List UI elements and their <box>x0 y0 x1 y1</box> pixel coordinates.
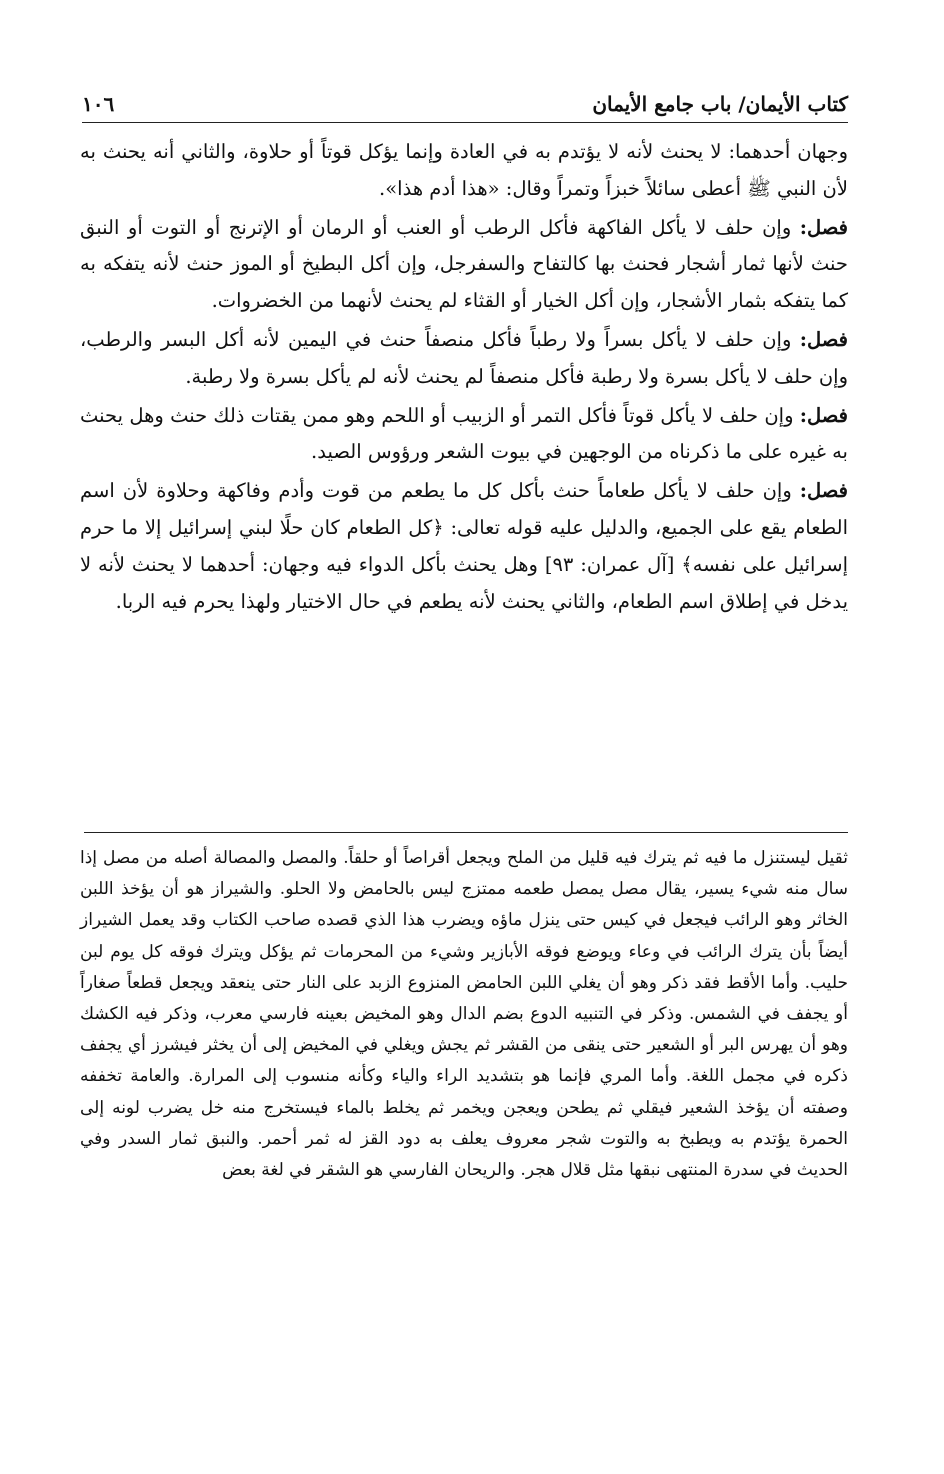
header-rule <box>82 122 848 123</box>
fasl-heading: فصل: <box>799 479 848 503</box>
footnote-text: ثقيل ليستنزل ما فيه ثم يترك فيه قليل من الملح ويجعل أقراصاً أو حلقاً. والمصل والمصالة أصله من مصل إذا سال منه شيء يسير، يقال مصل يمصل طعمه ممتزج ليس بالحامض ولا الحلو. والشيراز هو أن يؤخذ اللبن الخاثر وهو الرائب فيجعل في كيس حتى ينزل ماؤه ويضرب هذا الذي قصده صاحب الكتاب وقد يعمل الشيراز أيضاً بأن يترك الرائب في وعاء ويوضع فوقه الأبازير وشيء من المحرمات ثم يؤكل ويترك فوقه كل يوم لبن حليب. وأما الأقط فقد ذكر وهو أن يغلي اللبن الحامض المنزوع الزبد على النار حتى ينعقد ويجعل قطعاً صغاراً أو يجفف في الشمس. وذكر في التنبيه الدوع بضم الدال وهو المخيض بعينه فارسي معرب، وذكر فيه الكشك وهو أن يهرس البر أو الشعير حتى ينقى من القشر ثم يجش ويغلي في المخيض إلى أن يخثر فيشرز أي يجفف ذكره في مجمل اللغة. وأما المري فإنما هو بتشديد الراء والياء وكأنه منسوب إلى المرارة. والعامة تخففه وصفته أن يؤخذ الشعير فيقلي ثم يطحن ويعجن ويخمر ثم يخلط بالماء فيستخرج منه خل يضرب لونه إلى الحمرة يؤتدم به ويطبخ به والتوت شجر معروف يعلف به دود القز له ثمر أحمر. والنبق ثمار السدر وفي الحديث في سدرة المنتهى نبقها مثل قلال هجر. والريحان الفارسي هو الشقر في لغة بعض <box>80 848 848 1181</box>
footnote <box>80 843 848 1186</box>
paragraph <box>80 134 848 208</box>
paragraph <box>80 398 848 472</box>
paragraph-text: وإن حلف لا يأكل طعاماً حنث بأكل كل ما يطعم من قوت وأدم وفاكهة وحلاوة لأن اسم الطعام يقع على الجميع، والدليل عليه قوله تعالى: ﴿كل الطعام كان حلًا لبني إسرائيل إلا ما حرم إسرائيل على نفسه﴾ [آل عمران: ٩٣] وهل يحنث بأكل الدواء فيه وجهان: أحدهما لا يحنث لأنه لا يدخل في إطلاق اسم الطعام، والثاني يحنث لأنه يطعم في حال الاختيار ولهذا يحرم فيه الربا. <box>80 479 848 613</box>
paragraph <box>80 210 848 320</box>
paragraph-text: وإن حلف لا يأكل قوتاً فأكل التمر أو الزبيب أو اللحم وهو ممن يقتات ذلك حنث وهل يحنث به غيره على ما ذكرناه من الوجهين في بيوت الشعر ورؤوس الصيد. <box>80 403 848 464</box>
paragraph <box>80 322 848 396</box>
fasl-heading: فصل: <box>799 327 848 351</box>
main-text <box>80 134 848 622</box>
page-number: ١٠٦ <box>82 92 115 116</box>
fasl-heading: فصل: <box>799 403 848 427</box>
page-header <box>82 88 848 116</box>
paragraph <box>80 473 848 620</box>
paragraph-text: وجهان أحدهما: لا يحنث لأنه لا يؤتدم به في العادة وإنما يؤكل قوتاً أو حلاوة، والثاني أنه يحنث به لأن النبي ﷺ أعطى سائلاً خبزاً وتمراً وقال: «هذا أدم هذا». <box>80 140 848 200</box>
paragraph-text: وإن حلف لا يأكل الفاكهة فأكل الرطب أو العنب أو الرمان أو الإترنج أو التوت أو النبق حنث لأنها ثمار أشجار فحنث بها كالتفاح والسفرجل، وإن أكل البطيخ أو الموز حنث لأنه يتفكه به كما يتفكه بثمار الأشجار، وإن أكل الخيار أو القثاء لم يحنث لأنهما من الخضروات. <box>80 215 848 313</box>
footnote-rule <box>84 832 848 833</box>
running-title: كتاب الأيمان/ باب جامع الأيمان <box>592 92 848 116</box>
paragraph-text: وإن حلف لا يأكل بسراً ولا رطباً فأكل منصفاً حنث في اليمين لأنه أكل البسر والرطب، وإن حلف لا يأكل بسرة ولا رطبة فأكل منصفاً لم يحنث لأنه لم يأكل بسرة ولا رطبة. <box>80 327 848 388</box>
fasl-heading: فصل: <box>799 215 848 239</box>
